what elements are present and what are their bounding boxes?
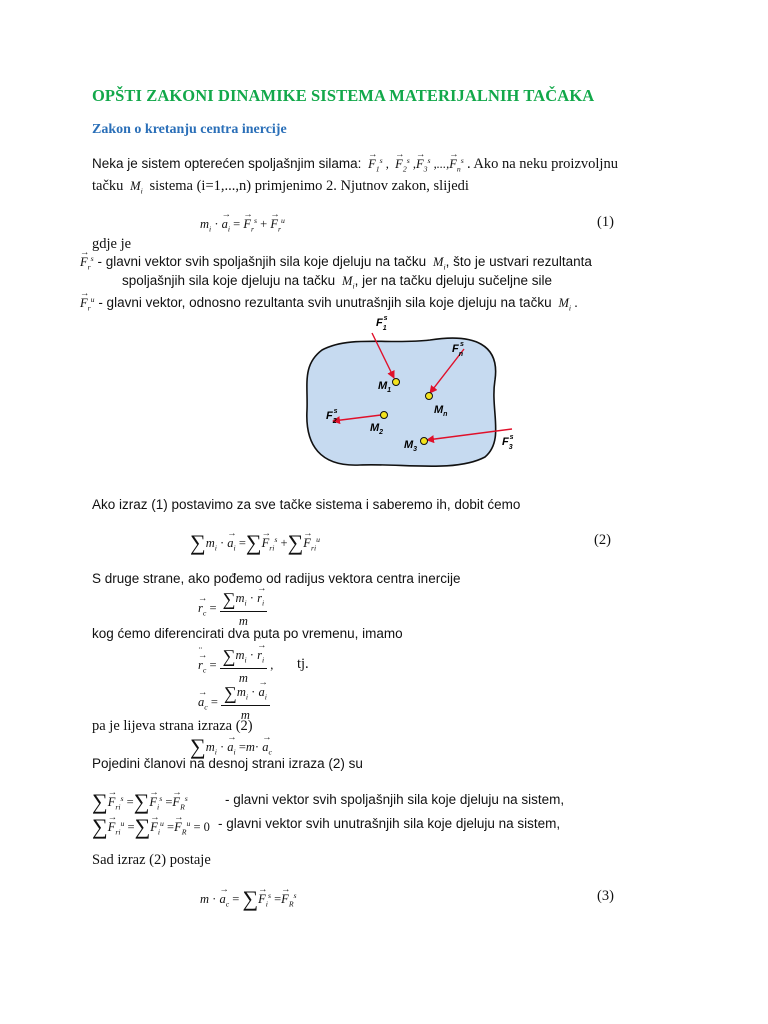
- definition-external: [80, 254, 592, 272]
- symbol-fru: → $F_r^u$: [80, 296, 95, 310]
- formula-rc-ddot: → r $¨_c$ = $\frac{\sum m_i \cdot \to r ¨_i}{m}$ ,: [198, 646, 273, 686]
- equation-1-number: (1): [597, 214, 614, 230]
- def-external-text-c: spoljašnjih sila koje djeluju na tačku: [122, 273, 336, 288]
- point-mi-ref: $M_i$: [429, 255, 446, 272]
- equation-3-number: (3): [597, 888, 614, 904]
- page-title: OPŠTI ZAKONI DINAMIKE SISTEMA MATERIJALNIH TAČAKA: [92, 86, 595, 105]
- intro-text-d: sistema (i=1,...,n) primjenimo 2. Njutnov zakon, slijedi: [149, 178, 469, 194]
- text-left-side: pa je lijeva strana izraza (2): [92, 718, 253, 734]
- def-external-text-d: , jer na tačku djeluju sučeljne sile: [354, 273, 552, 288]
- symbol-frs: → $F_r^s$: [80, 255, 94, 269]
- point-m3: [421, 438, 428, 445]
- def-external-text-a: - glavni vektor svih spoljašnjih sila koje djeluju na tačku: [97, 254, 427, 270]
- equation-2: $\sum m_i$ · → $a_i$ =∑→ $F_{ri}^s$ +∑→ $F_{ri}^u$: [190, 530, 320, 556]
- intro-text-c: tačku: [92, 178, 124, 194]
- label-fn: $F_ns$: [452, 341, 464, 358]
- desc-internal: - glavni vektor svih unutrašnjih sila koje djeluju na sistem,: [218, 816, 561, 831]
- point-mi: $M_i$: [127, 179, 143, 196]
- def-internal-text-b: .: [574, 295, 578, 311]
- gdje-je-label: gdje je: [92, 236, 132, 252]
- def-internal-text-a: - glavni vektor, odnosno rezultanta svih unutrašnjih sila koje djeluju na tačku: [98, 295, 552, 311]
- label-m3: $M_3$: [404, 439, 418, 453]
- text-sum: Ako izraz (1) postavimo za sve tačke sistema i saberemo ih, dobit ćemo: [92, 497, 521, 512]
- rigid-body-shape: [307, 338, 496, 466]
- text-now: Sad izraz (2) postaje: [92, 852, 211, 868]
- label-f3: $F_3s$: [502, 434, 514, 451]
- intro-text-b: . Ako na neku proizvoljnu: [466, 156, 618, 173]
- section-heading: Zakon o kretanju centra inercije: [92, 122, 287, 137]
- desc-external: - glavni vektor svih spoljašnjih sila koje djeluju na sistem,: [225, 792, 565, 807]
- intro-line-1: [92, 156, 676, 174]
- formula-left-side: $\sum m_i$ · → $a_i =m\cdot \to a_c$: [190, 734, 272, 760]
- point-m2: [381, 412, 388, 419]
- definition-external-line2: [122, 273, 552, 291]
- point-m1: [393, 379, 400, 386]
- formula-internal-sum: ∑→ $F_{ri}^u$ =∑→ $F_i^u =\to F_R^u = 0$: [92, 814, 210, 840]
- formula-ac: → $a_c$ = $\frac{\sum m_i \cdot \to a_i}{m}$: [198, 683, 270, 723]
- label-f1: $F_1s$: [376, 315, 388, 332]
- formula-rc: → $r_c$ = $\frac{\sum m_i \cdot \to r_i}{m}$: [198, 589, 267, 629]
- system-diagram: [290, 305, 550, 480]
- formula-external-sum: ∑→ $F_{ri}^s$ =∑→ $F_i^s =\to F_R^s$: [92, 789, 188, 815]
- equation-1: $m_i$ · → $a_i$ = → $F_r^s$ + → $F_r^u$: [200, 216, 285, 234]
- point-mi-ref-2: $M_i$: [338, 274, 355, 291]
- def-external-text-b: , što je ustvari rezultanta: [445, 254, 592, 270]
- label-m2: $M_2$: [370, 422, 384, 436]
- force-list: → $F_1^s$ , → $F_2^s$ ,→ $F_3^s$ ,...,→ $F_n^s$: [365, 157, 467, 171]
- tj-label: tj.: [297, 656, 309, 672]
- equation-3: m · → $a_c$ = ∑→ $F_i^s =\to F_R^s$: [200, 886, 297, 912]
- label-m1: $M_1$: [378, 380, 392, 394]
- intro-text-a: Neka je sistem opterećen spoljašnjim silama:: [92, 156, 362, 172]
- intro-line-2: [92, 178, 469, 196]
- label-mn: $M_n$: [434, 404, 448, 418]
- point-mn: [426, 393, 433, 400]
- text-members: Pojedini članovi na desnoj strani izraza (2) su: [92, 756, 363, 771]
- text-diff: kog ćemo diferencirati dva puta po vremenu, imamo: [92, 626, 403, 641]
- text-other-side: S druge strane, ako pođemo od radijus vektora centra inercije: [92, 571, 461, 586]
- equation-2-number: (2): [594, 532, 611, 548]
- point-mi-ref-3: $M_i$: [555, 296, 572, 313]
- label-f2: $F_2s$: [326, 408, 338, 425]
